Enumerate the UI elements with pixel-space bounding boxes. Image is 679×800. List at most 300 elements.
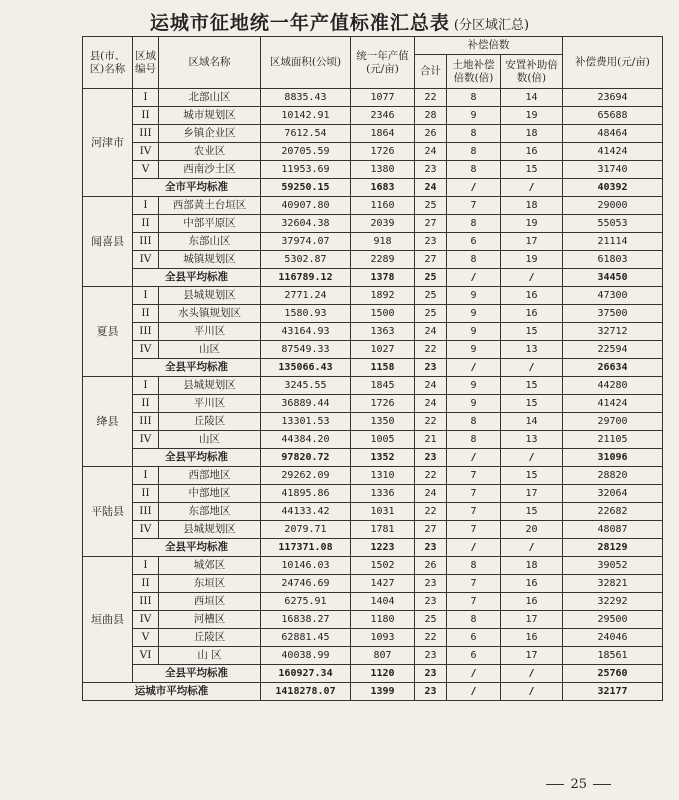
multiple-total: 27 — [415, 251, 447, 269]
land-multiple: 9 — [447, 107, 501, 125]
resettle-multiple: 15 — [501, 161, 563, 179]
zone-number: IV — [133, 143, 159, 161]
compensation-fee: 29700 — [563, 413, 663, 431]
zone-output: 1404 — [351, 593, 415, 611]
multiple-total: 25 — [415, 305, 447, 323]
county-name: 河津市 — [83, 89, 133, 197]
zone-name: 丘陵区 — [159, 413, 261, 431]
zone-name: 平川区 — [159, 323, 261, 341]
resettle-multiple: 18 — [501, 125, 563, 143]
table-row — [83, 503, 663, 521]
header-zone-no: 区域编号 — [133, 37, 159, 89]
average-label: 全县平均标准 — [133, 449, 261, 467]
multiple-total: 24 — [415, 323, 447, 341]
city-average-area: 1418278.07 — [261, 683, 351, 701]
resettle-multiple: 15 — [501, 377, 563, 395]
average-label: 全县平均标准 — [133, 269, 261, 287]
average-land: / — [447, 539, 501, 557]
land-multiple: 7 — [447, 593, 501, 611]
land-multiple: 7 — [447, 467, 501, 485]
multiple-total: 22 — [415, 413, 447, 431]
compensation-fee: 18561 — [563, 647, 663, 665]
resettle-multiple: 19 — [501, 215, 563, 233]
zone-number: V — [133, 629, 159, 647]
zone-number: IV — [133, 611, 159, 629]
average-row — [83, 179, 663, 197]
table-row — [83, 233, 663, 251]
zone-output: 1363 — [351, 323, 415, 341]
land-multiple: 8 — [447, 557, 501, 575]
zone-area: 32604.38 — [261, 215, 351, 233]
average-label: 全县平均标准 — [133, 359, 261, 377]
resettle-multiple: 17 — [501, 485, 563, 503]
average-row — [83, 359, 663, 377]
average-area: 117371.08 — [261, 539, 351, 557]
zone-name: 西部黄土台垣区 — [159, 197, 261, 215]
resettle-multiple: 16 — [501, 593, 563, 611]
compensation-fee: 61803 — [563, 251, 663, 269]
zone-output: 1160 — [351, 197, 415, 215]
average-land: / — [447, 665, 501, 683]
zone-name: 县城规划区 — [159, 377, 261, 395]
zone-area: 40907.80 — [261, 197, 351, 215]
zone-name: 东垣区 — [159, 575, 261, 593]
table-row — [83, 287, 663, 305]
zone-output: 2289 — [351, 251, 415, 269]
resettle-multiple: 16 — [501, 575, 563, 593]
zone-area: 87549.33 — [261, 341, 351, 359]
zone-number: III — [133, 593, 159, 611]
zone-number: VI — [133, 647, 159, 665]
county-name: 绛县 — [83, 377, 133, 467]
table-row — [83, 89, 663, 107]
average-area: 135066.43 — [261, 359, 351, 377]
table-row — [83, 125, 663, 143]
land-multiple: 9 — [447, 341, 501, 359]
zone-name: 北部山区 — [159, 89, 261, 107]
land-multiple: 8 — [447, 431, 501, 449]
multiple-total: 23 — [415, 233, 447, 251]
multiple-total: 23 — [415, 575, 447, 593]
average-output: 1378 — [351, 269, 415, 287]
dash-left — [546, 784, 564, 785]
subtitle-text: (分区域汇总) — [453, 18, 530, 33]
resettle-multiple: 17 — [501, 611, 563, 629]
land-multiple: 6 — [447, 233, 501, 251]
multiple-total: 25 — [415, 197, 447, 215]
county-name: 夏县 — [83, 287, 133, 377]
average-area: 160927.34 — [261, 665, 351, 683]
table-row — [83, 197, 663, 215]
zone-number: I — [133, 287, 159, 305]
zone-area: 2079.71 — [261, 521, 351, 539]
zone-name: 县城规划区 — [159, 287, 261, 305]
land-multiple: 8 — [447, 143, 501, 161]
land-multiple: 8 — [447, 611, 501, 629]
compensation-fee: 41424 — [563, 395, 663, 413]
multiple-total: 24 — [415, 377, 447, 395]
land-multiple: 6 — [447, 629, 501, 647]
multiple-total: 23 — [415, 647, 447, 665]
compensation-fee: 37500 — [563, 305, 663, 323]
multiple-total: 26 — [415, 557, 447, 575]
compensation-fee: 47300 — [563, 287, 663, 305]
compensation-fee: 48087 — [563, 521, 663, 539]
zone-area: 40038.99 — [261, 647, 351, 665]
compensation-fee: 39052 — [563, 557, 663, 575]
zone-number: III — [133, 125, 159, 143]
table-row — [83, 629, 663, 647]
table-row — [83, 305, 663, 323]
zone-output: 1005 — [351, 431, 415, 449]
average-row — [83, 269, 663, 287]
average-row — [83, 449, 663, 467]
zone-number: II — [133, 305, 159, 323]
zone-output: 1502 — [351, 557, 415, 575]
zone-area: 1580.93 — [261, 305, 351, 323]
land-multiple: 9 — [447, 287, 501, 305]
resettle-multiple: 13 — [501, 431, 563, 449]
land-multiple: 9 — [447, 305, 501, 323]
zone-output: 1336 — [351, 485, 415, 503]
resettle-multiple: 19 — [501, 251, 563, 269]
zone-number: I — [133, 89, 159, 107]
zone-name: 东部地区 — [159, 503, 261, 521]
city-average-row — [83, 683, 663, 701]
zone-area: 24746.69 — [261, 575, 351, 593]
average-total: 23 — [415, 539, 447, 557]
zone-area: 62881.45 — [261, 629, 351, 647]
table-row — [83, 467, 663, 485]
multiple-total: 27 — [415, 521, 447, 539]
multiple-total: 28 — [415, 107, 447, 125]
header-total: 合计 — [415, 55, 447, 89]
table-row — [83, 143, 663, 161]
zone-number: IV — [133, 341, 159, 359]
zone-area: 44384.20 — [261, 431, 351, 449]
zone-number: III — [133, 233, 159, 251]
zone-output: 1350 — [351, 413, 415, 431]
zone-name: 西部地区 — [159, 467, 261, 485]
zone-name: 平川区 — [159, 395, 261, 413]
average-fee: 40392 — [563, 179, 663, 197]
dash-right — [593, 784, 611, 785]
compensation-fee: 32821 — [563, 575, 663, 593]
county-name: 垣曲县 — [83, 557, 133, 683]
average-label: 全市平均标准 — [133, 179, 261, 197]
zone-area: 13301.53 — [261, 413, 351, 431]
zone-area: 10142.91 — [261, 107, 351, 125]
resettle-multiple: 15 — [501, 395, 563, 413]
average-land: / — [447, 269, 501, 287]
multiple-total: 22 — [415, 341, 447, 359]
table-row — [83, 107, 663, 125]
average-fee: 26634 — [563, 359, 663, 377]
compensation-fee: 29000 — [563, 197, 663, 215]
zone-name: 县城规划区 — [159, 521, 261, 539]
zone-name: 西垣区 — [159, 593, 261, 611]
compensation-fee: 21114 — [563, 233, 663, 251]
summary-table — [82, 36, 663, 701]
land-multiple: 9 — [447, 395, 501, 413]
header-resettle-multiple: 安置补助倍数(倍) — [501, 55, 563, 89]
average-label: 全县平均标准 — [133, 539, 261, 557]
multiple-total: 24 — [415, 485, 447, 503]
table-body — [83, 89, 663, 701]
zone-area: 5302.87 — [261, 251, 351, 269]
city-average-label: 运城市平均标准 — [83, 683, 261, 701]
zone-number: I — [133, 197, 159, 215]
compensation-fee: 48464 — [563, 125, 663, 143]
zone-output: 1726 — [351, 395, 415, 413]
average-resettle: / — [501, 665, 563, 683]
multiple-total: 22 — [415, 467, 447, 485]
page-title — [0, 8, 679, 35]
city-average-output: 1399 — [351, 683, 415, 701]
zone-name: 中部平原区 — [159, 215, 261, 233]
compensation-fee: 22594 — [563, 341, 663, 359]
table-row — [83, 557, 663, 575]
resettle-multiple: 14 — [501, 413, 563, 431]
zone-output: 1500 — [351, 305, 415, 323]
table-row — [83, 575, 663, 593]
zone-output: 807 — [351, 647, 415, 665]
table-row — [83, 413, 663, 431]
multiple-total: 25 — [415, 287, 447, 305]
compensation-fee: 23694 — [563, 89, 663, 107]
resettle-multiple: 17 — [501, 233, 563, 251]
zone-output: 1845 — [351, 377, 415, 395]
zone-number: II — [133, 395, 159, 413]
zone-name: 山 区 — [159, 647, 261, 665]
land-multiple: 8 — [447, 125, 501, 143]
resettle-multiple: 16 — [501, 143, 563, 161]
zone-number: I — [133, 557, 159, 575]
multiple-total: 23 — [415, 593, 447, 611]
header-fee: 补偿费用(元/亩) — [563, 37, 663, 89]
zone-name: 城镇规划区 — [159, 251, 261, 269]
city-average-resettle: / — [501, 683, 563, 701]
land-multiple: 8 — [447, 89, 501, 107]
average-row — [83, 539, 663, 557]
average-total: 23 — [415, 449, 447, 467]
zone-output: 1726 — [351, 143, 415, 161]
average-fee: 25760 — [563, 665, 663, 683]
compensation-fee: 41424 — [563, 143, 663, 161]
multiple-total: 22 — [415, 629, 447, 647]
zone-output: 2346 — [351, 107, 415, 125]
zone-output: 1380 — [351, 161, 415, 179]
city-average-total: 23 — [415, 683, 447, 701]
table-row — [83, 431, 663, 449]
zone-area: 8835.43 — [261, 89, 351, 107]
average-output: 1223 — [351, 539, 415, 557]
resettle-multiple: 13 — [501, 341, 563, 359]
compensation-fee: 24046 — [563, 629, 663, 647]
table-row — [83, 593, 663, 611]
zone-name: 城郊区 — [159, 557, 261, 575]
compensation-fee: 28820 — [563, 467, 663, 485]
zone-area: 37974.07 — [261, 233, 351, 251]
compensation-fee: 32292 — [563, 593, 663, 611]
resettle-multiple: 16 — [501, 305, 563, 323]
average-total: 25 — [415, 269, 447, 287]
compensation-fee: 55053 — [563, 215, 663, 233]
county-name: 平陆县 — [83, 467, 133, 557]
resettle-multiple: 20 — [501, 521, 563, 539]
multiple-total: 27 — [415, 215, 447, 233]
average-resettle: / — [501, 269, 563, 287]
header-land-multiple: 土地补偿倍数(倍) — [447, 55, 501, 89]
land-multiple: 7 — [447, 485, 501, 503]
average-land: / — [447, 179, 501, 197]
zone-area: 36889.44 — [261, 395, 351, 413]
zone-number: I — [133, 377, 159, 395]
land-multiple: 7 — [447, 197, 501, 215]
resettle-multiple: 19 — [501, 107, 563, 125]
zone-number: II — [133, 485, 159, 503]
land-multiple: 6 — [447, 647, 501, 665]
table-row — [83, 161, 663, 179]
average-output: 1352 — [351, 449, 415, 467]
zone-area: 2771.24 — [261, 287, 351, 305]
compensation-fee: 32712 — [563, 323, 663, 341]
zone-number: IV — [133, 251, 159, 269]
zone-output: 1427 — [351, 575, 415, 593]
multiple-total: 24 — [415, 395, 447, 413]
average-total: 24 — [415, 179, 447, 197]
table-row — [83, 647, 663, 665]
table-row — [83, 395, 663, 413]
zone-area: 20705.59 — [261, 143, 351, 161]
compensation-fee: 22682 — [563, 503, 663, 521]
zone-output: 1310 — [351, 467, 415, 485]
zone-area: 43164.93 — [261, 323, 351, 341]
table-row — [83, 323, 663, 341]
table-row — [83, 377, 663, 395]
zone-number: III — [133, 503, 159, 521]
county-name: 闻喜县 — [83, 197, 133, 287]
zone-name: 丘陵区 — [159, 629, 261, 647]
zone-name: 河槽区 — [159, 611, 261, 629]
header-county: 县(市、区)名称 — [83, 37, 133, 89]
zone-area: 16838.27 — [261, 611, 351, 629]
title-text: 运城市征地统一年产值标准汇总表 — [149, 12, 450, 34]
resettle-multiple: 17 — [501, 647, 563, 665]
compensation-fee: 44280 — [563, 377, 663, 395]
resettle-multiple: 15 — [501, 503, 563, 521]
average-total: 23 — [415, 359, 447, 377]
land-multiple: 9 — [447, 323, 501, 341]
resettle-multiple: 15 — [501, 467, 563, 485]
zone-number: V — [133, 161, 159, 179]
average-area: 116789.12 — [261, 269, 351, 287]
zone-area: 7612.54 — [261, 125, 351, 143]
header-area: 区域面积(公顷) — [261, 37, 351, 89]
header-output: 统一年产值(元/亩) — [351, 37, 415, 89]
zone-name: 中部地区 — [159, 485, 261, 503]
average-label: 全县平均标准 — [133, 665, 261, 683]
land-multiple: 8 — [447, 251, 501, 269]
average-output: 1158 — [351, 359, 415, 377]
zone-number: IV — [133, 521, 159, 539]
zone-output: 918 — [351, 233, 415, 251]
zone-output: 1077 — [351, 89, 415, 107]
city-average-land: / — [447, 683, 501, 701]
zone-area: 29262.09 — [261, 467, 351, 485]
land-multiple: 7 — [447, 575, 501, 593]
resettle-multiple: 14 — [501, 89, 563, 107]
multiple-total: 24 — [415, 143, 447, 161]
average-total: 23 — [415, 665, 447, 683]
zone-number: I — [133, 467, 159, 485]
resettle-multiple: 18 — [501, 197, 563, 215]
zone-output: 1892 — [351, 287, 415, 305]
zone-number: III — [133, 413, 159, 431]
land-multiple: 8 — [447, 161, 501, 179]
zone-area: 3245.55 — [261, 377, 351, 395]
header-zone-name: 区域名称 — [159, 37, 261, 89]
zone-name: 东部山区 — [159, 233, 261, 251]
compensation-fee: 21105 — [563, 431, 663, 449]
multiple-total: 26 — [415, 125, 447, 143]
zone-name: 水头镇规划区 — [159, 305, 261, 323]
table-row — [83, 611, 663, 629]
zone-area: 44133.42 — [261, 503, 351, 521]
compensation-fee: 31740 — [563, 161, 663, 179]
multiple-total: 21 — [415, 431, 447, 449]
table-row — [83, 251, 663, 269]
compensation-fee: 29500 — [563, 611, 663, 629]
compensation-fee: 32064 — [563, 485, 663, 503]
land-multiple: 7 — [447, 503, 501, 521]
zone-name: 山区 — [159, 431, 261, 449]
average-fee: 28129 — [563, 539, 663, 557]
average-output: 1683 — [351, 179, 415, 197]
zone-number: III — [133, 323, 159, 341]
average-output: 1120 — [351, 665, 415, 683]
page-number-text: 25 — [570, 777, 587, 792]
average-land: / — [447, 359, 501, 377]
zone-area: 11953.69 — [261, 161, 351, 179]
resettle-multiple: 16 — [501, 629, 563, 647]
resettle-multiple: 18 — [501, 557, 563, 575]
zone-area: 6275.91 — [261, 593, 351, 611]
average-fee: 31096 — [563, 449, 663, 467]
resettle-multiple: 15 — [501, 323, 563, 341]
land-multiple: 9 — [447, 377, 501, 395]
zone-name: 山区 — [159, 341, 261, 359]
multiple-total: 23 — [415, 161, 447, 179]
average-area: 97820.72 — [261, 449, 351, 467]
multiple-total: 25 — [415, 611, 447, 629]
zone-number: II — [133, 215, 159, 233]
average-resettle: / — [501, 179, 563, 197]
city-average-fee: 32177 — [563, 683, 663, 701]
zone-name: 城市规划区 — [159, 107, 261, 125]
land-multiple: 8 — [447, 215, 501, 233]
average-fee: 34450 — [563, 269, 663, 287]
header-multiple-group: 补偿倍数 — [415, 37, 563, 55]
zone-output: 1781 — [351, 521, 415, 539]
zone-number: II — [133, 575, 159, 593]
zone-name: 农业区 — [159, 143, 261, 161]
zone-number: IV — [133, 431, 159, 449]
zone-output: 2039 — [351, 215, 415, 233]
zone-output: 1031 — [351, 503, 415, 521]
compensation-fee: 65688 — [563, 107, 663, 125]
average-land: / — [447, 449, 501, 467]
